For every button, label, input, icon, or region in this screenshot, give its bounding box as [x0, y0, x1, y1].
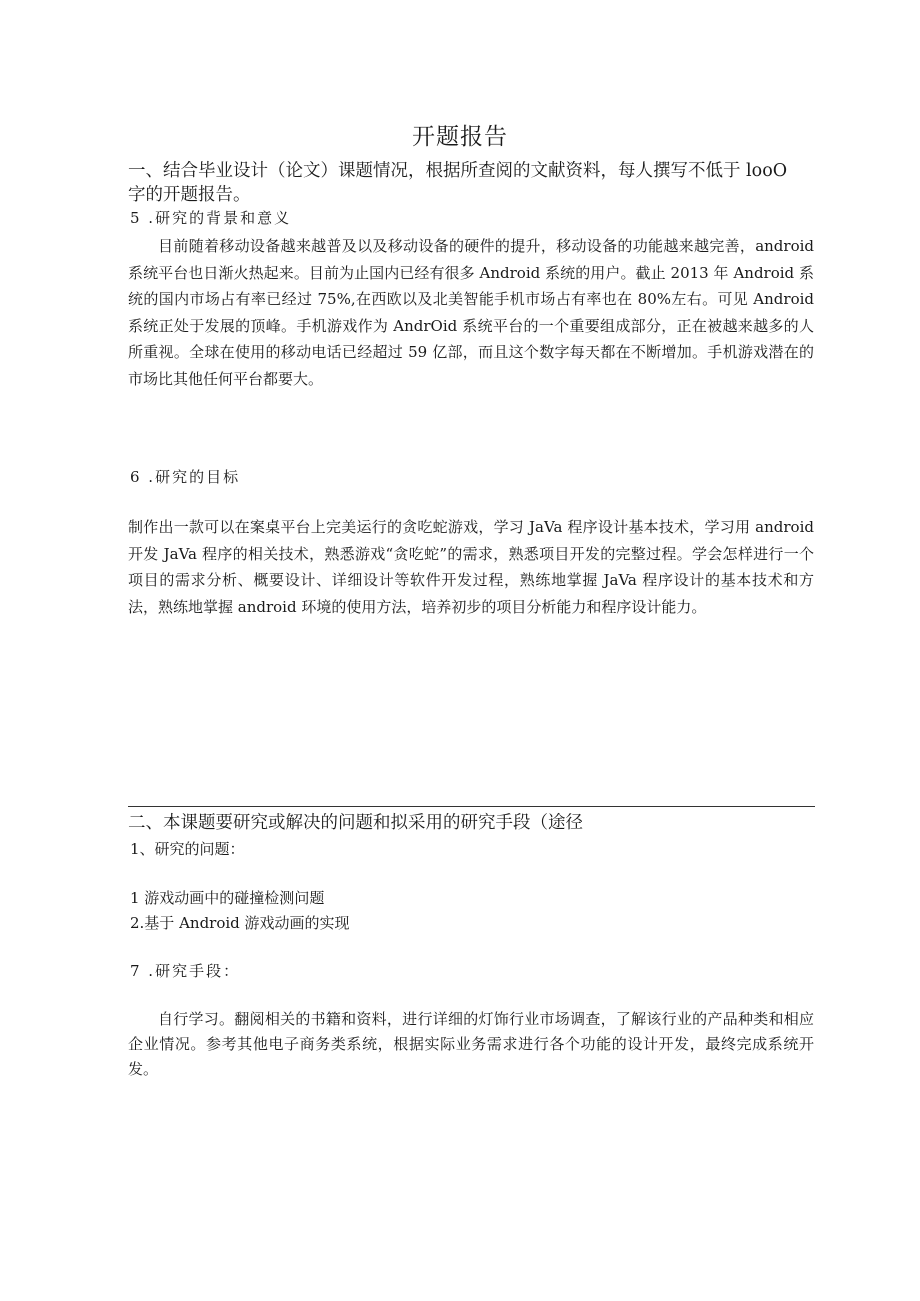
background-heading: 5 .研究的背景和意义: [130, 209, 292, 227]
section2-heading: 二、本课题要研究或解决的问题和拟采用的研究手段（途径: [128, 813, 583, 833]
goal-heading: 6 .研究的目标: [130, 468, 241, 486]
problem-heading: 1、研究的问题：: [130, 840, 245, 858]
background-paragraph: 目前随着移动设备越来越普及以及移动设备的硬件的提升，移动设备的功能越来越完善，android 系统平台也日渐火热起来。目前为止国内已经有很多 Android 系统的用户。截止 2013 年 Android 系统的国内市场占有率已经过 75%,在西欧以及北美智能手机市场占有率也在 80%左右。可见 Android 系统正处于发展的顶峰。手机游戏作为 AndrOid 系统平台的一个重要组成部分，正在被越来越多的人所重视。全球在使用的移动电话已经超过 59 亿部，而且这个数字每天都在不断增加。手机游戏潜在的市场比其他任何平台都要大。: [128, 237, 814, 388]
goal-paragraph: 制作出一款可以在案桌平台上完美运行的贪吃蛇游戏，学习 JaVa 程序设计基本技术，学习用 android 开发 JaVa 程序的相关技术，熟悉游戏“贪吃蛇”的需求，熟悉项目开发的完整过程。学会怎样进行一个项目的需求分析、概要设计、详细设计等软件开发过程，熟练地掌握 JaVa 程序设计的基本技术和方法，熟练地掌握 android 环境的使用方法，培养初步的项目分析能力和程序设计能力。: [128, 518, 814, 616]
section-divider: [128, 806, 815, 807]
section1-heading-line1: 一、结合毕业设计（论文）课题情况，根据所查阅的文献资料，每人撰写不低于 looO: [128, 161, 788, 181]
list-item: 1 游戏动画中的碰撞检测问题: [130, 889, 325, 907]
method-heading: 7 .研究手段：: [130, 962, 241, 980]
method-paragraph: 自行学习。翻阅相关的书籍和资料，进行详细的灯饰行业市场调查，了解该行业的产品种类和相应企业情况。参考其他电子商务类系统，根据实际业务需求进行各个功能的设计开发，最终完成系统开发。: [128, 1010, 814, 1078]
list-item: 2.基于 Android 游戏动画的实现: [130, 914, 350, 932]
page-title: 开题报告: [412, 124, 508, 150]
section1-heading-line2: 字的开题报告。: [128, 185, 251, 205]
